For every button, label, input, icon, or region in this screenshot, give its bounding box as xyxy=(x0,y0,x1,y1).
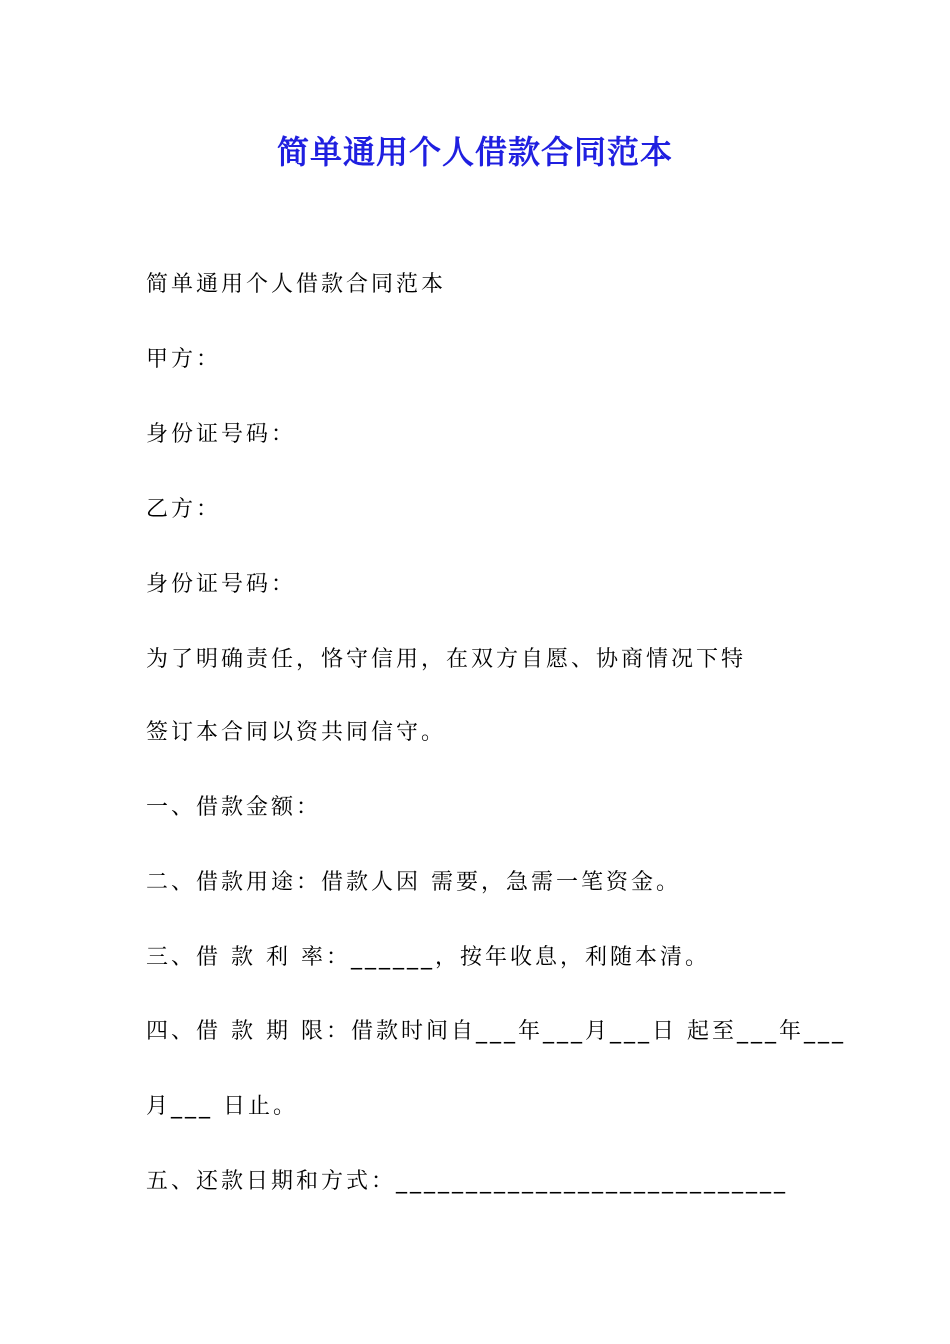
clause-4-term-continued: 月___ 日止。 xyxy=(146,1094,298,1119)
clause-1-amount: 一、借款金额： xyxy=(146,795,322,820)
party-a-id-line: 身份证号码： xyxy=(146,422,297,447)
intro-line-2: 签订本合同以资共同信守。 xyxy=(146,720,447,745)
party-a-line: 甲方： xyxy=(146,347,222,372)
clause-4-term: 四、借 款 期 限：借款时间自___年___月___日 起至___年___ xyxy=(146,1019,846,1044)
subtitle-line: 简单通用个人借款合同范本 xyxy=(146,272,447,297)
clause-5-repayment: 五、还款日期和方式：____________________________ xyxy=(146,1169,789,1194)
party-b-id-line: 身份证号码： xyxy=(146,572,297,597)
document-title: 简单通用个人借款合同范本 xyxy=(276,133,673,171)
clause-2-purpose: 二、借款用途：借款人因 需要，急需一笔资金。 xyxy=(146,870,681,895)
party-b-line: 乙方： xyxy=(146,497,222,522)
clause-3-rate: 三、借 款 利 率：______，按年收息，利随本清。 xyxy=(146,945,710,970)
intro-line-1: 为了明确责任，恪守信用，在双方自愿、协商情况下特 xyxy=(146,647,747,672)
